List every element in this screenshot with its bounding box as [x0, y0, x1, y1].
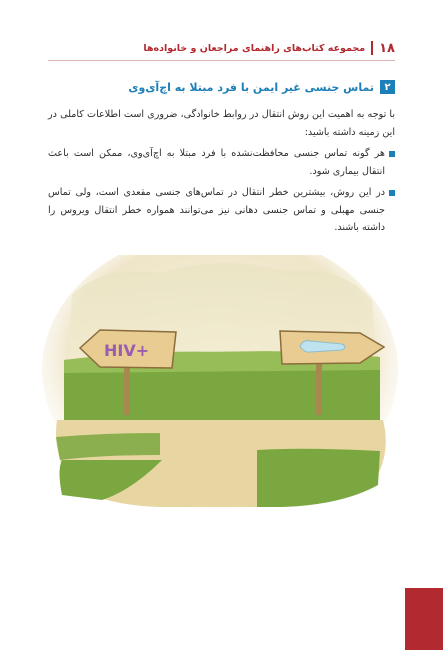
header-rule: [48, 60, 395, 61]
section-title: تماس جنسی غیر ایمن با فرد مبتلا به اچ‌آی‌وی: [128, 80, 374, 94]
square-bullet-icon: [389, 190, 395, 196]
bullet-item: [48, 184, 395, 237]
bullet-item: [48, 145, 395, 180]
right-sign-post: [316, 358, 322, 415]
running-header: [48, 37, 395, 59]
bullet-text: در این روش، بیشترین خطر انتقال در تماس‌های جنسی مقعدی است، ولی تماس جنسی مهبلی و تماس جنسی دهانی نیز می‌توانند همواره خطر انتقال ویروس را داشته باشند.: [48, 187, 385, 233]
series-title: مجموعه کتاب‌های راهنمای مراجعان و خانواده‌ها: [143, 42, 366, 54]
crossroads-illustration: [42, 255, 398, 510]
header-divider: [371, 41, 373, 55]
page-number: ۱۸: [379, 40, 395, 56]
grass-corner-right: [257, 449, 380, 507]
body-text: [48, 106, 395, 241]
square-bullet-icon: [389, 151, 395, 157]
section-heading: [48, 80, 395, 94]
bullet-text: هر گونه تماس جنسی محافظت‌نشده با فرد مبتلا به اچ‌آی‌وی، ممکن است باعث انتقال بیماری شود.: [48, 148, 385, 177]
left-sign-label: HIV+: [104, 341, 150, 360]
section-number-badge: ۲: [380, 80, 395, 94]
intro-paragraph: با توجه به اهمیت این روش انتقال در روابط خانوادگی، ضروری است اطلاعات کاملی در این زمینه داشته باشید:: [48, 109, 395, 138]
chapter-tab: [405, 588, 443, 650]
